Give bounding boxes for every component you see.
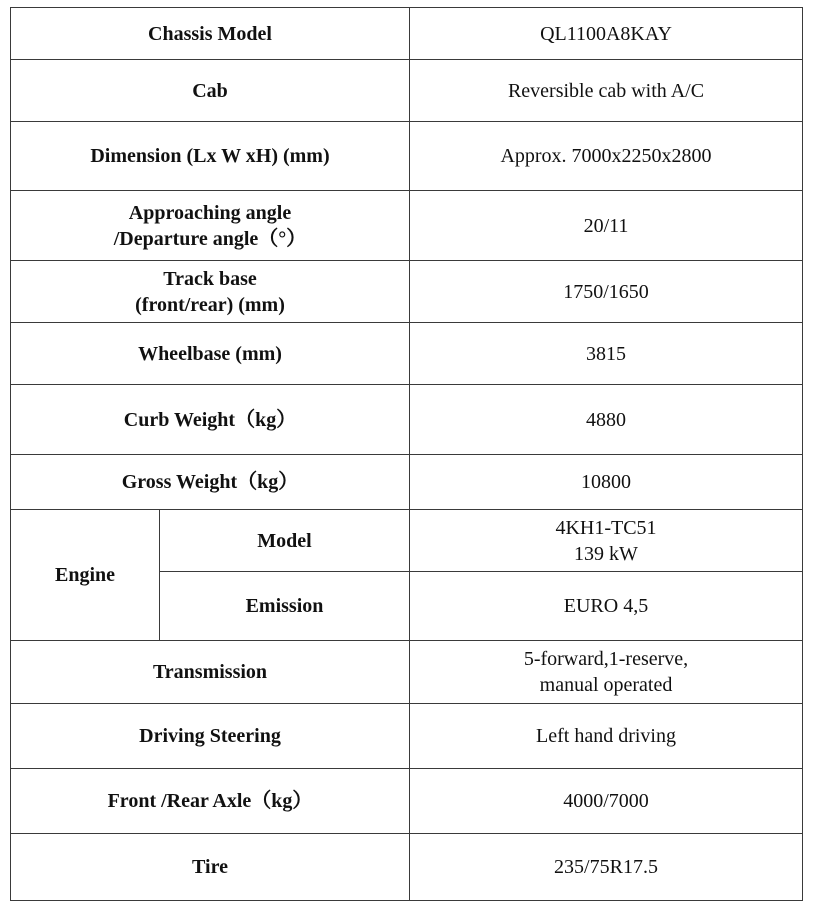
table-row [11,641,803,704]
table-row [11,510,803,572]
table-row [11,261,803,323]
wheelbase-value: 3815 [410,323,803,385]
table-row [11,191,803,261]
table-row [11,323,803,385]
track-base-label-line2: (front/rear) (mm) [135,293,285,316]
tire-value: 235/75R17.5 [410,834,803,901]
driving-steering-label: Driving Steering [11,704,410,769]
table-row [11,385,803,455]
angle-value: 20/11 [410,191,803,261]
angle-label [11,191,410,261]
track-base-value: 1750/1650 [410,261,803,323]
table-row [11,769,803,834]
dimension-label: Dimension (Lx W xH) (mm) [11,122,410,191]
table-row [11,8,803,60]
cab-value: Reversible cab with A/C [410,60,803,122]
table-row [11,704,803,769]
table-row [11,60,803,122]
table-row [11,834,803,901]
transmission-value-line1: 5-forward,1-reserve, [523,648,689,670]
cab-label: Cab [11,60,410,122]
chassis-model-value: QL1100A8KAY [410,8,803,60]
curb-weight-label: Curb Weight（kg） [11,385,410,455]
chassis-model-label: Chassis Model [11,8,410,60]
tire-label: Tire [11,834,410,901]
wheelbase-label: Wheelbase (mm) [11,323,410,385]
engine-emission-label: Emission [160,572,410,641]
gross-weight-label: Gross Weight（kg） [11,455,410,510]
curb-weight-value: 4880 [410,385,803,455]
engine-model-value [410,510,803,572]
axle-value: 4000/7000 [410,769,803,834]
spec-table [10,7,803,901]
driving-steering-value: Left hand driving [410,704,803,769]
angle-label-line2: /Departure angle（°） [113,227,307,250]
angle-label-line1: Approaching angle [128,201,292,224]
table-row [11,455,803,510]
engine-model-value-line1: 4KH1-TC51 [555,516,657,539]
gross-weight-value: 10800 [410,455,803,510]
axle-label: Front /Rear Axle（kg） [11,769,410,834]
track-base-label [11,261,410,323]
dimension-value: Approx. 7000x2250x2800 [410,122,803,191]
engine-emission-value: EURO 4,5 [410,572,803,641]
track-base-label-line1: Track base [163,267,257,290]
engine-model-label: Model [160,510,410,572]
table-row [11,122,803,191]
engine-label: Engine [11,510,160,641]
transmission-label: Transmission [11,641,410,704]
engine-model-value-line2: 139 kW [574,542,638,565]
transmission-value-line2: manual operated [539,674,673,696]
transmission-value [410,641,803,704]
